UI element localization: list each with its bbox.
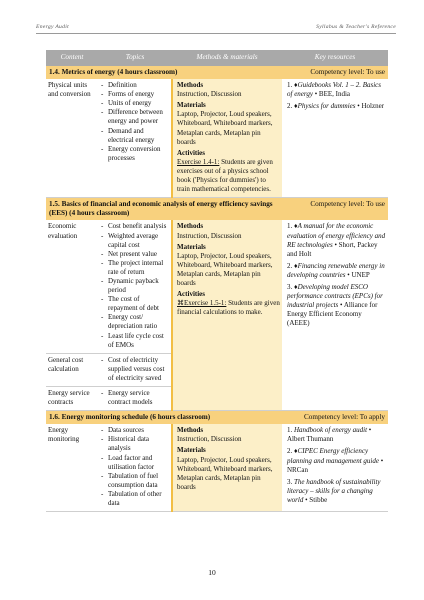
content-cell: Energy service contracts [46,387,98,411]
topic-item: - Historical data analysis [100,435,169,453]
resource-item: 2. ♦Physics for dummies • Holzner [287,102,385,111]
resource-item: 2. ♦CIPEC Energy efficiency planning and management guide • NRCan [287,447,384,474]
resource-item: 3. The handbook of sustainability literacy – skills for a changing world • Stibbe [287,477,381,504]
section-title: 1.5. Basics of financial and economic analysis of energy efficiency savings (EES) (4 hours classroom) [46,198,282,221]
resource-item: 3. ♦Developing model ESCO performance contracts (EPCs) for industrial projects • Alliance for Energy Efficient Economy (AEEE) [287,282,383,328]
topic-item: - Tabulation of other data [100,490,169,508]
activities-text: ⌘Exercise 1.5-1: Students are given financial calculations to make. [177,299,280,317]
resources-cell [282,424,388,511]
column-header-topics: Topics [98,50,172,66]
resource-item: 2. ♦Financing renewable energy in developing countries • UNEP [287,261,385,279]
competency-level: Competency level: To use [282,66,388,79]
exercise-ref: ⌘Exercise 1.5-1: [177,299,227,308]
content-cell: Physical units and conversion [46,79,98,198]
topic-item: - Energy service contract models [100,389,169,407]
topics-cell [98,353,172,386]
topic-item: - Energy conversion processes [100,145,169,163]
methods-label: Methods [177,81,204,90]
exercise-ref: Exercise 1.4-1: [177,157,220,166]
resource-item: 1. ♦Guidebooks Vol. 1 – 2. Basics of energy • BEE, India [287,81,381,99]
topic-item: - Load factor and utilisation factor [100,454,169,472]
methods-text: Instruction, Discussion [177,231,242,240]
activities-label: Activities [177,290,205,299]
materials-text: Laptop, Projector, Loud speakers, Whiteboard, Whiteboard markers, Metaplan cards, Metaplan pin boards [177,110,273,146]
table-row [46,424,388,511]
section-header-1-4 [46,66,388,79]
section-title: 1.6. Energy monitoring schedule (6 hours classroom) [46,411,282,425]
materials-label: Materials [177,101,206,110]
topic-item: - Cost of electricity supplied versus cost of electricity saved [100,356,169,383]
topic-item: - Demand and electrical energy [100,127,169,145]
table-row [46,79,388,198]
running-header-right: Syllabus & Teacher's Reference [316,24,396,30]
activities-text: Exercise 1.4-1: Students are given exercises out of a physics school book ('Physics for dummies') to train mathematical competencies. [177,157,273,194]
topics-cell [98,387,172,411]
resource-item: 1. ♦A manual for the economic evaluation of energy efficiency and RE technologies • Short, Packey and Holt [287,222,386,258]
methods-text: Instruction, Discussion [177,90,242,99]
table-row [46,220,388,353]
methods-cell [172,424,282,511]
competency-level: Competency level: To use [282,198,388,221]
section-title: 1.4. Metrics of energy (4 hours classroom) [46,66,282,79]
topic-item: - Units of energy [100,99,169,108]
topics-cell [98,424,172,511]
column-header-resources: Key resources [282,50,388,66]
topic-item: - The cost of repayment of debt [100,295,169,313]
competency-level: Competency level: To apply [282,411,388,425]
materials-label: Materials [177,446,206,455]
table-header-row [46,50,388,66]
methods-label: Methods [177,426,204,435]
materials-text: Laptop, Projector, Loud speakers, Whiteboard, Whiteboard markers, Metaplan cards, Metaplan pin boards [177,251,273,287]
methods-cell [172,220,282,410]
header-rule [36,33,396,34]
materials-label: Materials [177,242,206,251]
topics-cell [98,220,172,353]
content-cell: Economic evaluation [46,220,98,353]
methods-text: Instruction, Discussion [177,435,242,444]
topic-item: - Net present value [100,250,169,259]
materials-text: Laptop, Projector, Loud speakers, Whiteboard, Whiteboard markers, Metaplan cards, Metaplan pin boards [177,455,273,491]
page-number: 10 [208,568,216,577]
activities-label: Activities [177,148,205,157]
topic-item: - Forms of energy [100,90,169,99]
topics-cell [98,79,172,198]
topic-item: - Definition [100,81,169,90]
column-header-methods: Methods & materials [172,50,282,66]
section-header-1-5 [46,198,388,221]
content-cell: Energy monitoring [46,424,98,511]
topic-item: - Cost benefit analysis [100,222,169,231]
syllabus-table [46,50,388,512]
topic-item: - Dynamic payback period [100,277,169,295]
topic-item: - Least life cycle cost of EMOs [100,332,169,350]
resources-cell [282,79,388,198]
methods-label: Methods [177,222,204,231]
section-header-1-6 [46,411,388,425]
topic-item: - Energy cost/ depreciation ratio [100,313,169,331]
column-header-content: Content [46,50,98,66]
topic-item: - Data sources [100,426,169,435]
topic-item: - Tabulation of fuel consumption data [100,472,169,490]
content-cell: General cost calculation [46,353,98,386]
topic-item: - The project internal rate of return [100,259,169,277]
resources-cell [282,220,388,410]
running-header-left: Energy Audit [36,24,69,30]
resource-item: 1. Handbook of energy audit • Albert Thumann [287,426,372,444]
topic-item: - Weighted average capital cost [100,232,169,250]
topic-item: - Difference between energy and power [100,108,169,126]
methods-cell [172,79,282,198]
